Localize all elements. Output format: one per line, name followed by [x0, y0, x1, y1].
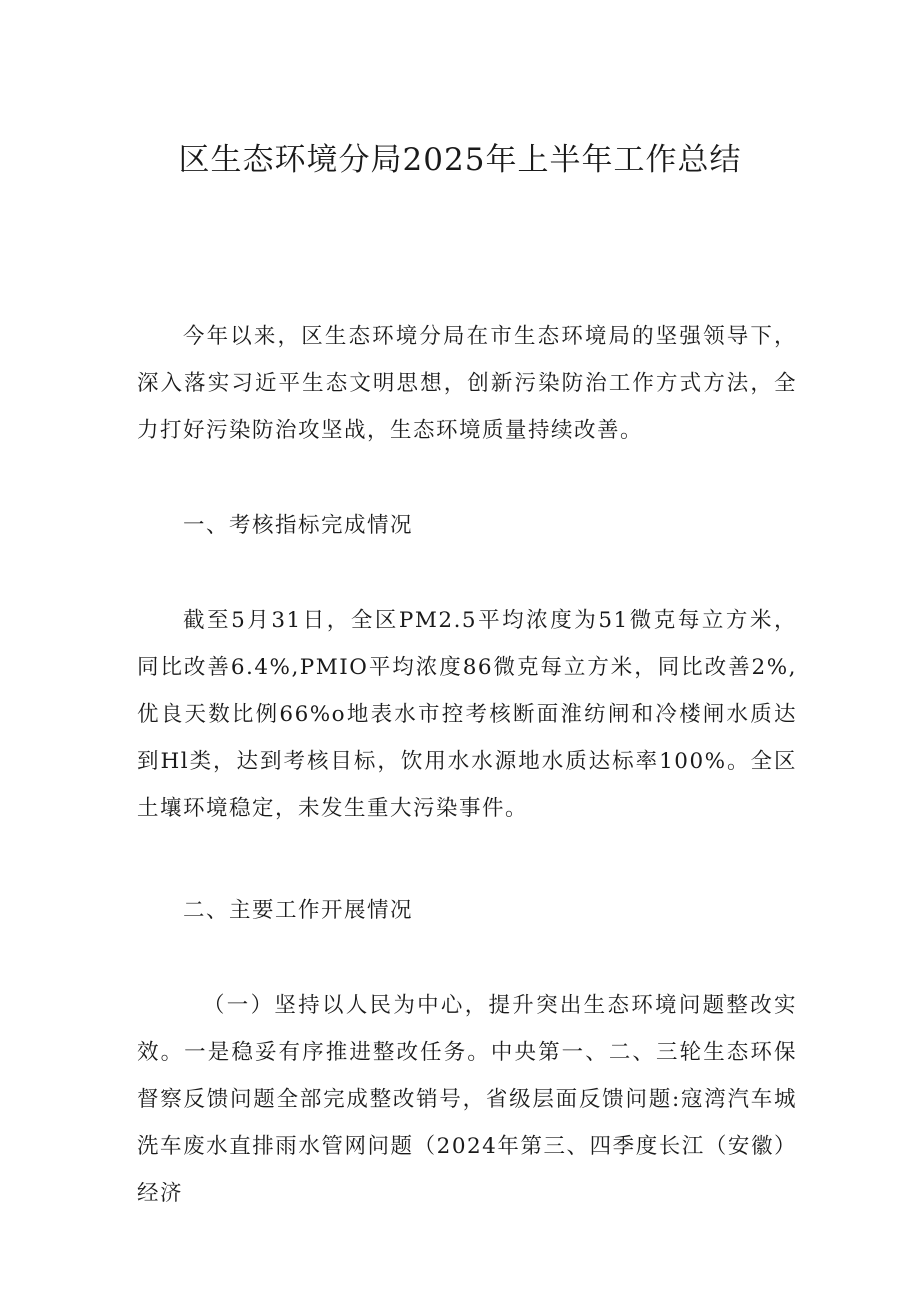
work-paragraph-1: （一）坚持以人民为中心，提升突出生态环境问题整改实效。一是稳妥有序推进整改任务。中央第一、二、三轮生态环保督察反馈问题全部完成整改销号，省级层面反馈问题:寇湾汽车城洗车废水直排雨水管网问题（2024年第三、四季度长江（安徽）经济 [137, 993, 797, 1206]
section-heading-main-work: 二、主要工作开展情况 [183, 898, 414, 923]
intro-paragraph: 今年以来，区生态环境分局在市生态环境局的坚强领导下，深入落实习近平生态文明思想，创新污染防治工作方式方法，全力打好污染防治攻坚战，生态环境质量持续改善。 [137, 324, 797, 443]
document-title: 区生态环境分局2025年上半年工作总结 [178, 142, 742, 178]
indicators-paragraph: 截至5月31日，全区PM2.5平均浓度为51微克每立方米，同比改善6.4%,PMIO平均浓度86微克每立方米，同比改善2%,优良天数比例66%o地表水市控考核断面淮纺闸和冷楼闸水质达到Hl类，达到考核目标，饮用水水源地水质达标率100%。全区土壤环境稳定，未发生重大污染事件。 [137, 608, 797, 821]
section-heading-assessment: 一、考核指标完成情况 [183, 513, 414, 538]
